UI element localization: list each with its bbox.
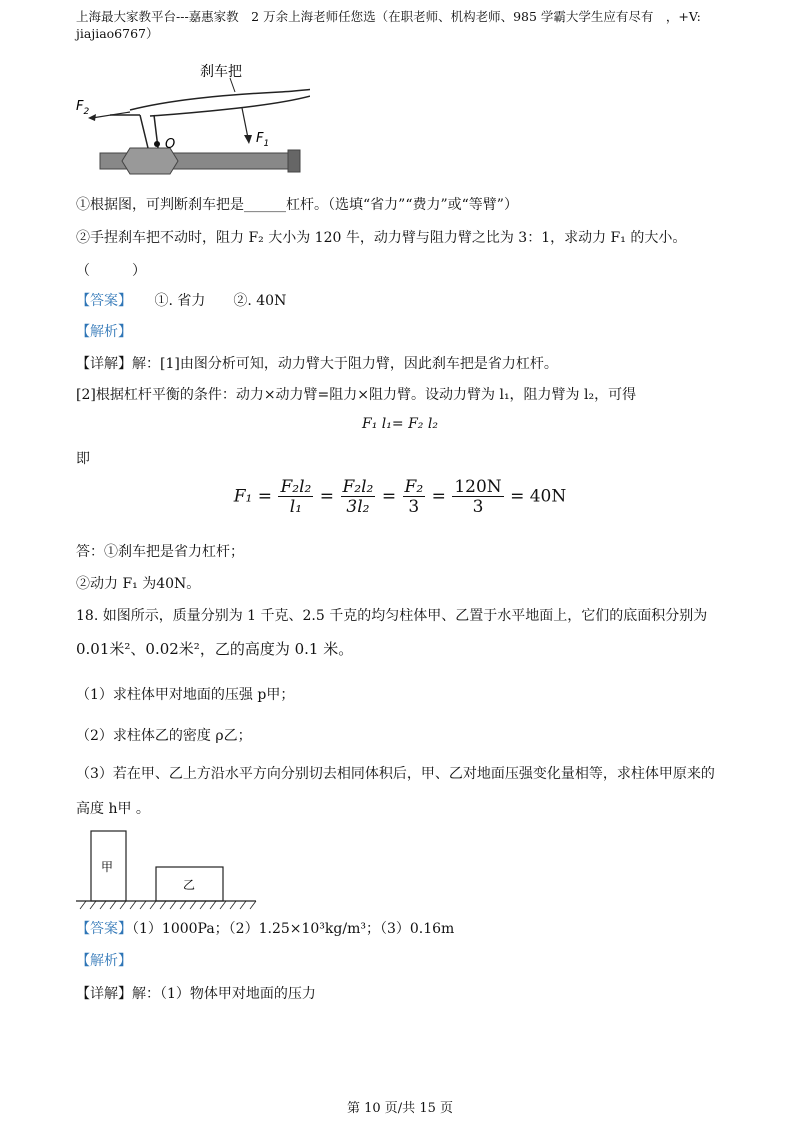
o-label: O	[165, 137, 176, 152]
q17-line-2: ②手捏刹车把不动时，阻力 F₂ 大小为 120 牛，动力臂与阻力臂之比为 3：1，求动力 F₁ 的大小。	[76, 230, 687, 246]
answer-text: ①. 省力 ②. 40N	[154, 293, 287, 309]
f2-label: $F_2$	[76, 99, 90, 117]
label-leader	[230, 78, 235, 92]
f1-arrowhead	[244, 135, 252, 144]
detail-tag: 【详解】	[76, 356, 132, 372]
formula-f1	[0, 478, 800, 517]
ground-hatching	[80, 901, 256, 909]
answer-tag: 【答案】	[76, 293, 132, 309]
brake-lever-figure	[70, 60, 310, 180]
eq-sign: =	[381, 486, 397, 507]
frac-3-num: F₂	[404, 477, 424, 497]
header-line-1: 上海最大家教平台---嘉惠家教 2 万余上海老师任您选（在职老师、机构老师、985 学霸大学生应有尽有 ，+V:	[76, 9, 701, 24]
formula-result: = 40N	[510, 486, 567, 507]
q18-answer	[76, 918, 454, 938]
q17-answer	[76, 290, 286, 310]
q17-analysis-tag: 【解析】	[76, 324, 132, 340]
q18-detail-1	[76, 983, 316, 1003]
q17-conclusion-2: ②动力 F₁ 为40N。	[76, 576, 201, 592]
frac-4-num: 120N	[454, 477, 502, 497]
frac-3-den: 3	[408, 497, 420, 517]
header-line-2: jiajiao6767）	[76, 26, 159, 41]
answer-text: （1）1000Pa；（2）1.25×10³kg/m³；（3）0.16m	[132, 921, 455, 937]
page-footer: 第 10 页/共 15 页	[347, 1101, 453, 1116]
label-jia: 甲	[101, 860, 114, 874]
formula-lhs: F₁ =	[233, 486, 273, 507]
answer-tag: 【答案】	[76, 921, 132, 937]
frac-3	[403, 478, 426, 517]
frac-2-den: 3l₂	[346, 497, 370, 517]
frac-4-den: 3	[472, 497, 484, 517]
detail-text: 解：（1）物体甲对地面的压力	[132, 986, 316, 1002]
q18-line-2: 0.01米²、0.02米²，乙的高度为 0.1 米。	[76, 640, 354, 658]
cylinders-figure	[76, 825, 266, 911]
label-yi: 乙	[183, 878, 196, 892]
page-header	[76, 8, 736, 42]
lever-arm	[110, 115, 158, 148]
detail-text: 解：[1]由图分析可知，动力臂大于阻力臂，因此刹车把是省力杠杆。	[132, 356, 558, 372]
frac-2-num: F₂l₂	[342, 477, 374, 497]
eq-sign: =	[319, 486, 335, 507]
brake-label: 刹车把	[200, 64, 242, 80]
q18-part-1: （1）求柱体甲对地面的压强 p甲；	[76, 687, 295, 703]
q18-analysis-tag: 【解析】	[76, 953, 132, 969]
q18-part-2: （2）求柱体乙的密度 ρ乙；	[76, 728, 252, 744]
frac-4	[452, 478, 503, 517]
q17-line-3: （ ）	[76, 263, 146, 279]
q18-part-3: （3）若在甲、乙上方沿水平方向分别切去相同体积后，甲、乙对地面压强变化量相等，求柱体甲原来的	[76, 766, 715, 782]
formula-balance: F₁ l₁= F₂ l₂	[362, 416, 438, 432]
frac-1-den: l₁	[289, 497, 303, 517]
detail-tag: 【详解】	[76, 986, 132, 1002]
pivot-point	[154, 141, 160, 147]
frac-1-num: F₂l₂	[280, 477, 312, 497]
frac-1	[278, 478, 313, 517]
frac-2	[341, 478, 376, 517]
q17-detail-2: [2]根据杠杆平衡的条件：动力×动力臂=阻力×阻力臂。设动力臂为 l₁，阻力臂为 l₂，可得	[76, 387, 637, 403]
q17-line-1: ①根据图，可判断刹车把是______杠杆。（选填“省力”“费力”或“等臂”）	[76, 197, 518, 213]
q18-part-3b: 高度 h甲 。	[76, 801, 150, 817]
eq-sign: =	[431, 486, 446, 507]
q18-line-1: 18. 如图所示，质量分别为 1 千克、2.5 千克的均匀柱体甲、乙置于水平地面上，它们的底面积分别为	[76, 608, 708, 624]
ji-label: 即	[76, 451, 90, 467]
f1-label: $F_1$	[256, 131, 270, 149]
q17-conclusion-1: 答：①刹车把是省力杠杆；	[76, 544, 244, 560]
q17-detail-1	[76, 353, 558, 373]
f1-arrow-line	[242, 108, 248, 138]
lever-handle	[130, 88, 310, 116]
axle-end	[288, 150, 300, 172]
